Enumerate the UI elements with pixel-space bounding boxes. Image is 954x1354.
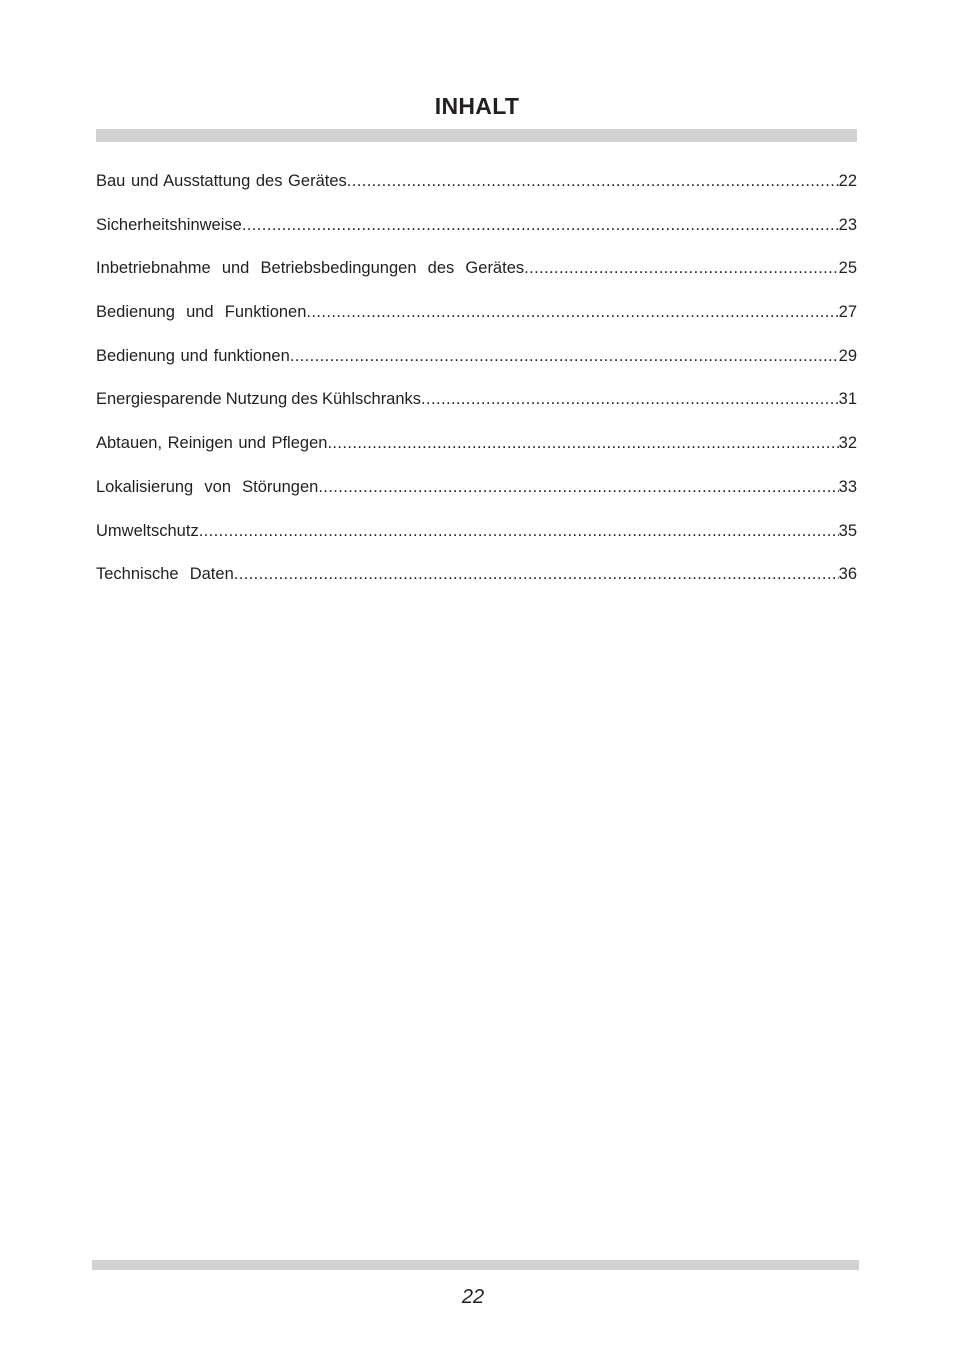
- toc-entry-page: 27: [838, 303, 857, 322]
- toc-dot-leader: [318, 474, 838, 500]
- toc-entry[interactable]: [96, 168, 857, 212]
- toc-entry[interactable]: [96, 343, 857, 387]
- toc-entry-page: 31: [838, 390, 857, 409]
- toc-entry[interactable]: [96, 561, 857, 605]
- toc-entry-label: Bedienung und funktionen: [96, 346, 290, 365]
- toc-entry-page: 32: [838, 434, 857, 453]
- toc-entry-page: 29: [838, 346, 857, 365]
- toc-entry[interactable]: [96, 474, 857, 518]
- toc-dot-leader: [306, 299, 838, 325]
- toc-entry-label: Technische Daten: [96, 565, 234, 584]
- toc-entry[interactable]: [96, 430, 857, 474]
- toc-entry-page: 22: [838, 172, 857, 190]
- toc-entry[interactable]: [96, 386, 857, 430]
- toc-entry-page: 35: [838, 521, 857, 540]
- toc-dot-leader: [234, 561, 839, 587]
- toc-entry[interactable]: [96, 518, 857, 562]
- toc-dot-leader: [327, 430, 838, 456]
- toc-entry-label: Bau und Ausstattung des Gerätes: [96, 172, 347, 190]
- toc-entry-label: Inbetriebnahme und Betriebsbedingungen des Gerätes: [96, 259, 525, 278]
- toc-entry-label: Energiesparende Nutzung des Kühlschranks: [96, 390, 422, 409]
- toc-entry-page: 25: [838, 259, 857, 278]
- toc-dot-leader: [199, 518, 839, 544]
- footer-divider: [92, 1260, 859, 1270]
- toc-entry-label: Abtauen, Reinigen und Pflegen: [96, 434, 328, 453]
- toc-entry-page: 36: [838, 565, 857, 584]
- toc-entry[interactable]: [96, 212, 857, 256]
- toc-entry[interactable]: [96, 255, 857, 299]
- toc-entry-page: 23: [838, 215, 857, 234]
- page-number: 22: [461, 1286, 485, 1308]
- header-divider: [96, 129, 857, 142]
- toc-entry-label: Lokalisierung von Störungen: [96, 477, 319, 496]
- toc-entry-label: Sicherheitshinweise: [96, 215, 242, 234]
- toc-dot-leader: [421, 386, 839, 412]
- toc-dot-leader: [347, 168, 839, 194]
- toc-entry-label: Umweltschutz: [96, 521, 199, 540]
- toc-dot-leader: [524, 255, 839, 281]
- toc-dot-leader: [242, 212, 839, 238]
- table-of-contents: [96, 168, 857, 605]
- page-title: INHALT: [434, 93, 520, 119]
- toc-entry-page: 33: [838, 477, 857, 496]
- toc-entry[interactable]: [96, 299, 857, 343]
- toc-entry-label: Bedienung und Funktionen: [96, 303, 307, 322]
- toc-dot-leader: [290, 343, 839, 369]
